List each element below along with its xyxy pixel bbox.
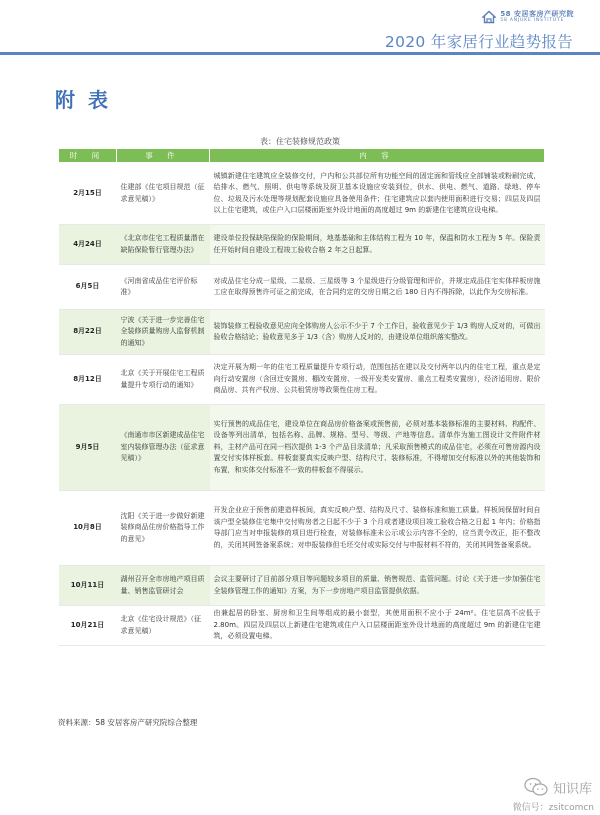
column-header-content: 内 容: [210, 149, 545, 163]
table-row: [59, 310, 545, 355]
table-header-row: [59, 149, 545, 163]
row-event: 《北京市住宅工程质量潜在缺陷保险暂行管理办法》: [117, 225, 210, 265]
table-row: [59, 355, 545, 405]
row-event: 《河南省成品住宅评价标准》: [117, 265, 210, 310]
column-header-date: 时 间: [59, 149, 117, 163]
row-content: 装饰装修工程验收意见应向全体购房人公示不少于 7 个工作日，验收意见少于 1/3 购房人反对的，可做出验收合格结论；验收意见多于 1/3（含）购房人反对的，由建设单位组织落实整改。: [210, 310, 545, 355]
row-date: 8月22日: [59, 310, 117, 355]
logo-name-cn: 58 安居客房产研究院: [500, 9, 574, 18]
policy-table: [58, 148, 545, 646]
table-caption: 表：住宅装修规范政策: [260, 137, 340, 146]
brand-logo: [482, 10, 574, 24]
table-row: [59, 405, 545, 491]
row-content: 城镇新建住宅建筑应全装修交付，户内和公共部位所有功能空间的固定面和管线应全部铺装或粉刷完成，给排水、燃气、照明、供电等系统及厨卫基本设施应安装到位，供水、供电、燃气、道路、绿地、停车位、垃圾及污水处理等规划配套设施应具备使用条件；住宅建筑应以套内使用面积进行交易；四层及四层以上住宅建筑，或住户入口层楼面距室外设计地面的高度超过 9m 的新建住宅建筑应设电梯。: [210, 163, 545, 225]
table-row: [59, 566, 545, 606]
row-date: 10月21日: [59, 606, 117, 646]
report-title: 2020 年家居行业趋势报告: [384, 33, 573, 51]
row-date: 6月5日: [59, 265, 117, 310]
watermark-name: 知识库: [552, 781, 592, 797]
row-date: 9月5日: [59, 405, 117, 491]
row-event: 北京《住宅设计规范》（征求意见稿）: [117, 606, 210, 646]
row-date: 2月15日: [59, 163, 117, 225]
row-event: 沈阳《关于进一步做好新建装修商品住房价格指导工作的意见》: [117, 491, 210, 566]
house-logo-icon: [482, 10, 496, 24]
row-content: 会议主要研讨了目前部分项目等问题较多项目的质量、销售规范、监管问题。讨论《关于进一步加强住宅全装修管理工作的通知》方案，为下一步房地产项目监管提供依据。: [210, 566, 545, 606]
column-header-event: 事 件: [117, 149, 210, 163]
section-title: 附 表: [55, 88, 111, 112]
logo-name-en: 58 ANJUKE INSTITUTE: [500, 17, 565, 23]
row-date: 4月24日: [59, 225, 117, 265]
source-note: 资料来源：58 安居客房产研究院综合整理: [58, 718, 198, 727]
row-content: 由兼起居的卧室、厨房和卫生间等组成的最小套型，其使用面积不应小于 24m²。住宅层高不应低于 2.80m。四层及四层以上新建住宅建筑或住户入口层楼面距室外设计地面的高度超过 9m 的新建住宅建筑，必须设置电梯。: [210, 606, 545, 646]
row-event: 住建部《住宅项目规范（征求意见稿）》: [117, 163, 210, 225]
row-event: 湖州召开全市房地产项目质量、销售监管研讨会: [117, 566, 210, 606]
table-row: [59, 606, 545, 646]
row-content: 开发企业应于预售前建造样板间，真实反映户型、结构及尺寸、装修标准和施工质量。样板间保留时间自该户型全装修住宅集中交付购房者之日起不少于 3 个月或者建设项目竣工验收合格之日起 1 年内；价格指导部门应当对申报装修的项目进行检查，对装修标准未公示或公示内容不全的，应当责令改正，拒不整改的，关闭其网签备案系统；对申报装修但毛坯交付或实际交付与申报材料不符的，关闭其网签备案系统。: [210, 491, 545, 566]
page-header: [0, 0, 600, 60]
header-divider: [0, 52, 600, 55]
row-date: 10月11日: [59, 566, 117, 606]
table-row: [59, 163, 545, 225]
table-row: [59, 491, 545, 566]
row-content: 决定开展为期一年的住宅工程质量提升专项行动，范围包括在建以及交付两年以内的住宅工程，重点是定向行动安置房（含回迁安置房、棚改安置房、一级开发类安置房、重点工程类安置房），经济适用房、限价商品房、共有产权房、公共租赁房等政策性住房工程。: [210, 355, 545, 405]
table-row: [59, 265, 545, 310]
row-event: 《南通市市区新建成品住宅室内装修管理办法（征求意见稿）》: [117, 405, 210, 491]
row-content: 实行预售的成品住宅，建设单位在商品房价格备案或预售前，必须对基本装修标准的主要材料、构配件、设备等列出清单，包括名称、品牌、规格、型号、等级、产地等信息。清单作为施工图设计文件附件材料，主材产品可在同一档次提供 1-3 个产品目录清单；凡采取预售模式的成品住宅，必须在可售房源内设置交付实体样板套。样板套要真实反映户型、结构尺寸、装修标准，不得增加交付标准以外的其他装饰和布置，和实体交付标准不一致的样板套不得展示。: [210, 405, 545, 491]
table-row: [59, 225, 545, 265]
row-date: 8月12日: [59, 355, 117, 405]
watermark-wechat-id: 微信号：zsitcomcn: [512, 803, 594, 813]
wechat-icon: [523, 777, 549, 797]
row-content: 对成品住宅分成一星级、二星级、三星级等 3 个星级进行分级管理和评价，并规定成品住宅实体样板房施工应在取得预售许可证之前完成，在合同约定的交房日期之后 180 日内不得拆除，以此作为交房标准。: [210, 265, 545, 310]
row-event: 宁波《关于进一步完善住宅全装修质量购房人监督机制的通知》: [117, 310, 210, 355]
row-content: 建设单位投保缺陷保险的保险期间，地基基础和主体结构工程为 10 年，保温和防水工程为 5 年。保险责任开始时间自建设工程竣工验收合格 2 年之日起算。: [210, 225, 545, 265]
wechat-watermark: [523, 777, 592, 797]
row-event: 北京《关于开展住宅工程质量提升专项行动的通知》: [117, 355, 210, 405]
row-date: 10月8日: [59, 491, 117, 566]
